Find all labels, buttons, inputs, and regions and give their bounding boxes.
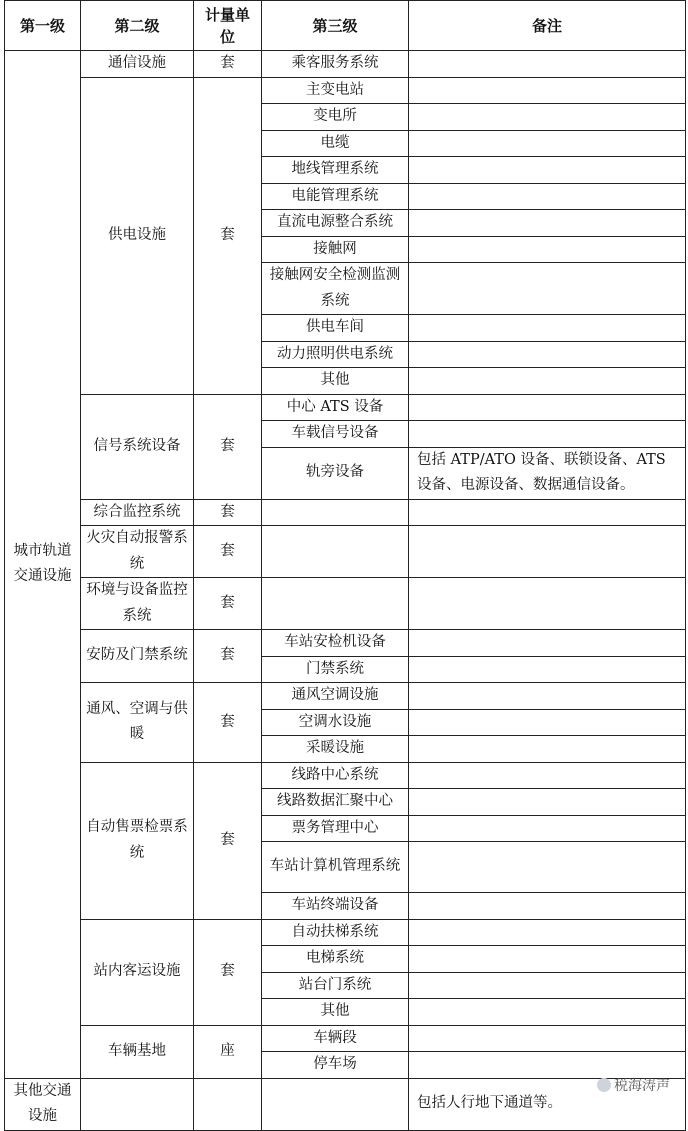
unit-cell xyxy=(194,1078,262,1130)
level3-cell: 乘客服务系统 xyxy=(262,51,409,78)
level2-cell: 站内客运设施 xyxy=(81,919,194,1025)
note-cell xyxy=(409,51,686,78)
note-cell xyxy=(409,578,686,630)
unit-cell: 套 xyxy=(194,762,262,919)
note-cell xyxy=(409,341,686,368)
level1-cell: 其他交通设施 xyxy=(5,1078,81,1130)
note-cell xyxy=(409,919,686,946)
note-cell xyxy=(409,683,686,710)
note-cell xyxy=(409,815,686,842)
table-row xyxy=(5,394,686,421)
note-cell xyxy=(409,789,686,816)
table-row xyxy=(5,51,686,78)
unit-cell: 套 xyxy=(194,51,262,78)
level3-cell: 门禁系统 xyxy=(262,656,409,683)
unit-cell: 座 xyxy=(194,1025,262,1078)
note-cell xyxy=(409,972,686,999)
level3-cell: 线路中心系统 xyxy=(262,762,409,789)
level3-cell: 其他 xyxy=(262,999,409,1026)
wechat-icon xyxy=(597,1078,611,1092)
level3-cell: 车站计算机管理系统 xyxy=(262,842,409,893)
note-cell xyxy=(409,77,686,104)
level2-cell: 火灾自动报警系统 xyxy=(81,526,194,578)
note-cell: 包括人行地下通道等。 xyxy=(409,1078,686,1130)
watermark-text: 税海涛声 xyxy=(614,1078,670,1094)
level3-cell: 车载信号设备 xyxy=(262,421,409,448)
table-row xyxy=(5,630,686,657)
note-cell xyxy=(409,762,686,789)
level3-cell xyxy=(262,1078,409,1130)
note-cell xyxy=(409,315,686,342)
level3-cell: 空调水设施 xyxy=(262,709,409,736)
level2-cell: 自动售票检票系统 xyxy=(81,762,194,919)
table-row xyxy=(5,77,686,104)
table-row xyxy=(5,683,686,710)
level3-cell: 接触网 xyxy=(262,236,409,263)
level3-cell: 直流电源整合系统 xyxy=(262,210,409,237)
level3-cell: 中心 ATS 设备 xyxy=(262,394,409,421)
note-cell xyxy=(409,210,686,237)
level2-cell: 安防及门禁系统 xyxy=(81,630,194,683)
watermark xyxy=(597,1075,670,1095)
level3-cell: 接触网安全检测监测系统 xyxy=(262,263,409,315)
level1-cell: 城市轨道交通设施 xyxy=(5,51,81,1079)
note-cell xyxy=(409,526,686,578)
unit-cell: 套 xyxy=(194,630,262,683)
level3-cell: 轨旁设备 xyxy=(262,447,409,499)
note-cell xyxy=(409,104,686,131)
level2-cell: 综合监控系统 xyxy=(81,499,194,526)
note-cell xyxy=(409,183,686,210)
level2-cell: 环境与设备监控系统 xyxy=(81,578,194,630)
level3-cell: 主变电站 xyxy=(262,77,409,104)
note-cell xyxy=(409,263,686,315)
level3-cell xyxy=(262,526,409,578)
table-row xyxy=(5,526,686,578)
note-cell xyxy=(409,499,686,526)
note-cell: 包括 ATP/ATO 设备、联锁设备、ATS 设备、电源设备、数据通信设备。 xyxy=(409,447,686,499)
level2-cell: 通信设施 xyxy=(81,51,194,78)
level2-cell xyxy=(81,1078,194,1130)
level3-cell: 供电车间 xyxy=(262,315,409,342)
unit-cell: 套 xyxy=(194,578,262,630)
note-cell xyxy=(409,368,686,395)
note-cell xyxy=(409,630,686,657)
table-row xyxy=(5,578,686,630)
unit-cell: 套 xyxy=(194,526,262,578)
level3-cell xyxy=(262,578,409,630)
level3-cell: 自动扶梯系统 xyxy=(262,919,409,946)
table-row xyxy=(5,1078,686,1130)
note-cell xyxy=(409,893,686,920)
header-notes: 备注 xyxy=(409,1,686,51)
table-row xyxy=(5,1025,686,1052)
level3-cell: 车站安检机设备 xyxy=(262,630,409,657)
note-cell xyxy=(409,946,686,973)
level3-cell: 站台门系统 xyxy=(262,972,409,999)
note-cell xyxy=(409,421,686,448)
header-row xyxy=(5,1,686,51)
level3-cell: 电缆 xyxy=(262,130,409,157)
level3-cell: 车站终端设备 xyxy=(262,893,409,920)
unit-cell: 套 xyxy=(194,499,262,526)
table-row xyxy=(5,762,686,789)
note-cell xyxy=(409,1025,686,1052)
note-cell xyxy=(409,999,686,1026)
level3-cell: 地线管理系统 xyxy=(262,157,409,184)
note-cell xyxy=(409,130,686,157)
unit-cell: 套 xyxy=(194,919,262,1025)
level2-cell: 供电设施 xyxy=(81,77,194,394)
level2-cell: 信号系统设备 xyxy=(81,394,194,499)
level2-cell: 车辆基地 xyxy=(81,1025,194,1078)
header-level2: 第二级 xyxy=(81,1,194,51)
header-level1: 第一级 xyxy=(5,1,81,51)
note-cell xyxy=(409,236,686,263)
level3-cell: 票务管理中心 xyxy=(262,815,409,842)
header-unit: 计量单位 xyxy=(194,1,262,51)
level3-cell: 停车场 xyxy=(262,1052,409,1079)
header-level3: 第三级 xyxy=(262,1,409,51)
note-cell xyxy=(409,157,686,184)
level2-cell: 通风、空调与供暖 xyxy=(81,683,194,763)
level3-cell: 其他 xyxy=(262,368,409,395)
unit-cell: 套 xyxy=(194,77,262,394)
level3-cell: 车辆段 xyxy=(262,1025,409,1052)
note-cell xyxy=(409,842,686,893)
level3-cell: 线路数据汇聚中心 xyxy=(262,789,409,816)
level3-cell xyxy=(262,499,409,526)
note-cell xyxy=(409,656,686,683)
table-row xyxy=(5,919,686,946)
classification-table xyxy=(4,0,686,1131)
level3-cell: 电能管理系统 xyxy=(262,183,409,210)
level3-cell: 采暖设施 xyxy=(262,736,409,763)
level3-cell: 通风空调设施 xyxy=(262,683,409,710)
note-cell xyxy=(409,736,686,763)
level3-cell: 电梯系统 xyxy=(262,946,409,973)
level3-cell: 动力照明供电系统 xyxy=(262,341,409,368)
unit-cell: 套 xyxy=(194,394,262,499)
level3-cell: 变电所 xyxy=(262,104,409,131)
table-row xyxy=(5,499,686,526)
unit-cell: 套 xyxy=(194,683,262,763)
note-cell xyxy=(409,394,686,421)
note-cell xyxy=(409,709,686,736)
